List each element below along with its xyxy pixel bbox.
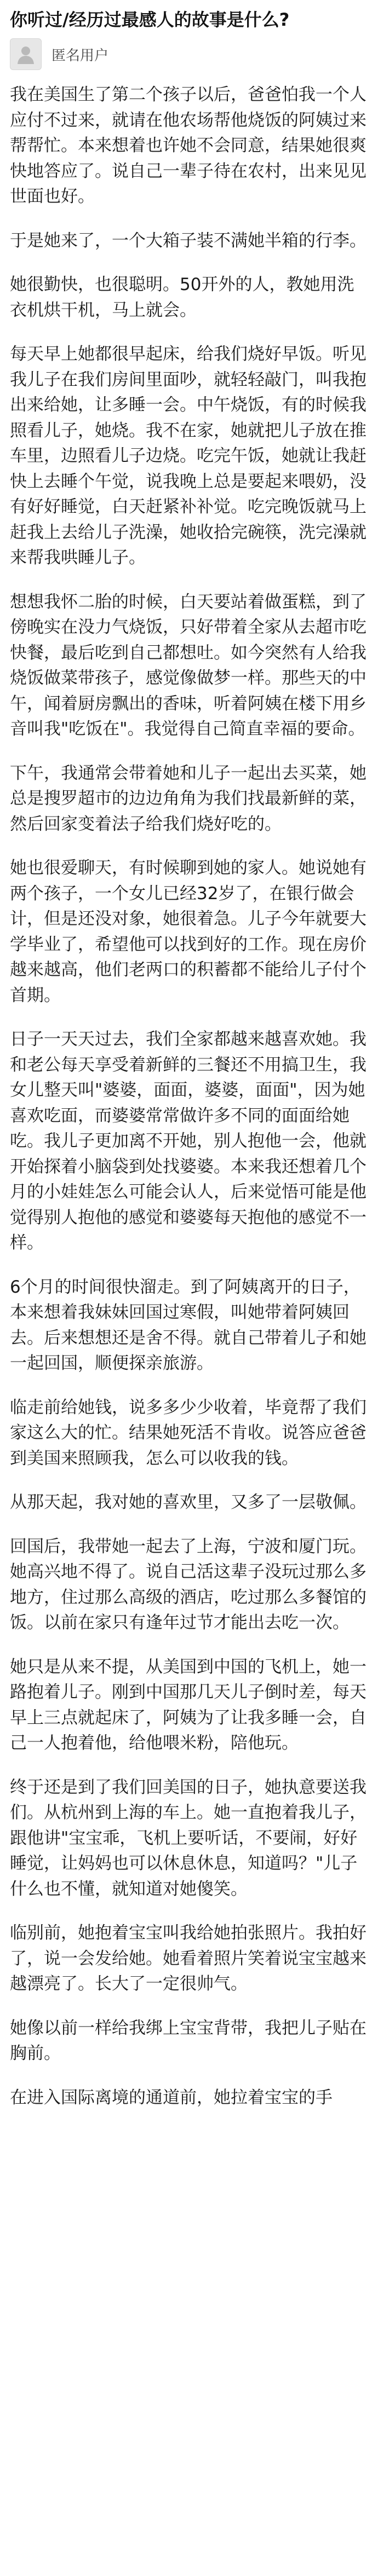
anonymous-user-icon (15, 43, 37, 65)
answer-paragraph: 每天早上她都很早起床，给我们烧好早饭。听见我儿子在我们房间里面吵，就轻轻敲门，叫我抱出来给她，让多睡一会。中午烧饭，有的时候我照看儿子，她烧。我不在家，她就把儿子放在推车里，边照看儿子边烧。吃完午饭，她就让我赶快上去睡个午觉，说我晚上总是要起来喂奶，没有好好睡觉，白天赶紧补补觉。吃完晚饭就马上赶我上去给儿子洗澡，她收拾完碗筷，洗完澡就来帮我哄睡儿子。 (10, 344, 366, 568)
answer-paragraph: 她也很爱聊天，有时候聊到她的家人。她说她有两个孩子，一个女儿已经32岁了，在银行做会计，但是还没对象，她很着急。儿子今年就要大学毕业了，希望他可以找到好的工作。现在房价越来越高，他们老两口的积蓄都不能给儿子付个首期。 (10, 858, 366, 1005)
answer-paragraph: 想想我怀二胎的时候，白天要站着做蛋糕，到了傍晚实在没力气烧饭，只好带着全家从去超市吃快餐，最后吃到自己都想吐。如今突然有人给我烧饭做菜带孩子，感觉像做梦一样。那些天的中午，闻着厨房飘出的香味，听着阿姨在楼下用乡音叫我"吃饭在"。我觉得自己简直幸福的要命。 (10, 592, 366, 739)
question-title[interactable]: 你听过/经历过最感人的故事是什么? (10, 9, 290, 30)
answer-content (0, 82, 378, 2110)
answer-paragraph: 她很勤快，也很聪明。50开外的人，教她用洗衣机烘干机，马上就会。 (10, 275, 354, 320)
answer-paragraph: 回国后，我带她一起去了上海，宁波和厦门玩。她高兴地不得了。说自己活这辈子没玩过那么多地方，住过那么高级的酒店，吃过那么多餐馆的饭。以前在家只有逢年过节才能出去吃一次。 (10, 1536, 366, 1633)
avatar[interactable] (10, 38, 42, 70)
answer-paragraph: 临走前给她钱，说多多少少收着，毕竟帮了我们家这么大的忙。结果她死活不肯收。说答应爸爸到美国来照顾我，怎么可以收我的钱。 (10, 1397, 366, 1468)
answer-paragraph: 终于还是到了我们回美国的日子，她执意要送我们。从杭州到上海的车上。她一直抱着我儿子，跟他讲"宝宝乖，飞机上要听话，不要闹，好好睡觉，让妈妈也可以休息休息，知道吗？"儿子什么也不懂，就知道对她傻笑。 (10, 1777, 366, 1899)
author-name[interactable]: 匿名用户 (51, 47, 109, 64)
answer-paragraph: 在进入国际离境的通道前，她拉着宝宝的手 (10, 2087, 333, 2108)
answer-paragraph: 她只是从来不提，从美国到中国的飞机上，她一路抱着儿子。刚到中国那几天儿子倒时差，每天早上三点就起床了，阿姨为了让我多睡一会，自己一人抱着他，给他喂米粉，陪他玩。 (10, 1657, 366, 1753)
answer-paragraph: 于是她来了，一个大箱子装不满她半箱的行李。 (10, 230, 366, 251)
answer-paragraph: 我在美国生了第二个孩子以后，爸爸怕我一个人应付不过来，就请在他农场帮他烧饭的阿姨过来帮帮忙。本来想着也许她不会同意，结果她很爽快地答应了。说自己一辈子待在农村，出来见见世面也好。 (10, 85, 366, 206)
answer-paragraph: 日子一天天过去，我们全家都越来越喜欢她。我和老公每天享受着新鲜的三餐还不用搞卫生，我女儿整天叫"婆婆，面面，婆婆，面面"，因为她喜欢吃面，而婆婆常常做许多不同的面面给她吃。我儿子更加离不开她，别人抱他一会，他就开始探着小脑袋到处找婆婆。本来我还想着几个月的小娃娃怎么可能会认人，后来觉悟可能是他觉得别人抱他的感觉和婆婆每天抱他的感觉不一样。 (10, 1029, 366, 1253)
answer-paragraph: 从那天起，我对她的喜欢里，又多了一层敬佩。 (10, 1492, 366, 1512)
answer-paragraph: 临别前，她抱着宝宝叫我给她拍张照片。我拍好了，说一会发给她。她看着照片笑着说宝宝越来越漂亮了。长大了一定很帅气。 (10, 1923, 366, 1994)
answer-paragraph: 她像以前一样给我绑上宝宝背带，我把儿子贴在胸前。 (10, 2018, 366, 2063)
answer-paragraph: 6个月的时间很快溜走。到了阿姨离开的日子，本来想着我妹妹回国过寒假，叫她带着阿姨回去。后来想想还是舍不得。就自己带着儿子和她一起回国，顺便探亲旅游。 (10, 1277, 366, 1373)
author-row[interactable] (0, 35, 378, 82)
answer-paragraph: 下午，我通常会带着她和儿子一起出去买菜，她总是搜罗超市的边边角角为我们找最新鲜的菜，然后回家变着法子给我们烧好吃的。 (10, 763, 366, 834)
